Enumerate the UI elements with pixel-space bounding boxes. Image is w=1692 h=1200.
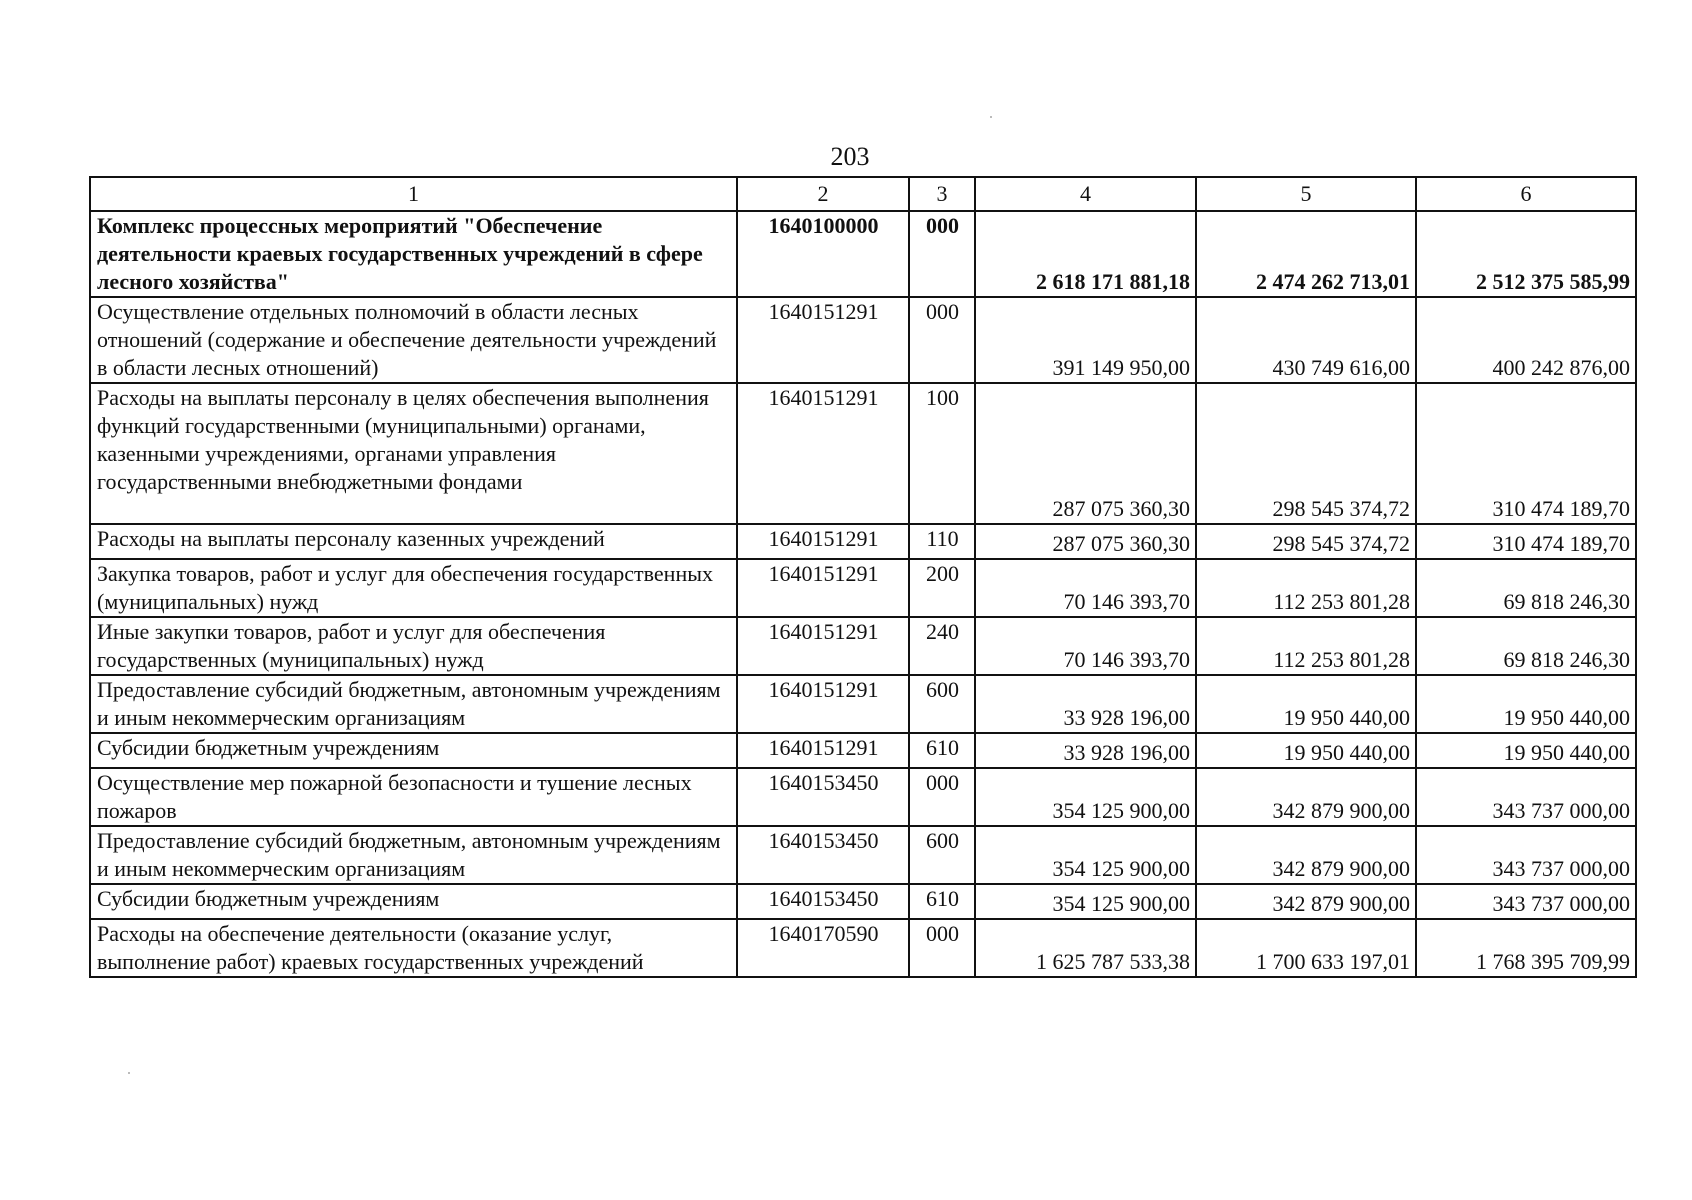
table-row	[90, 211, 1636, 297]
column-header: 3	[909, 177, 975, 211]
scan-speck	[128, 1072, 130, 1074]
row-type-cell: 240	[909, 617, 975, 675]
column-header: 5	[1196, 177, 1416, 211]
row-value-5-cell: 2 474 262 713,01	[1196, 211, 1416, 297]
row-value-6-cell: 69 818 246,30	[1416, 617, 1636, 675]
row-type-cell: 000	[909, 297, 975, 383]
scan-speck	[990, 116, 992, 118]
row-value-5-cell: 298 545 374,72	[1196, 524, 1416, 559]
row-value-6-cell: 343 737 000,00	[1416, 826, 1636, 884]
row-type-cell: 000	[909, 919, 975, 977]
row-code-cell: 1640151291	[737, 733, 909, 768]
row-name-cell: Иные закупки товаров, работ и услуг для обеспечения государственных (муниципальных) нужд	[90, 617, 737, 675]
row-code-cell: 1640153450	[737, 826, 909, 884]
row-type-cell: 000	[909, 211, 975, 297]
row-value-4-cell: 70 146 393,70	[975, 617, 1196, 675]
row-code-cell: 1640151291	[737, 617, 909, 675]
row-type-cell: 600	[909, 675, 975, 733]
row-value-4-cell: 287 075 360,30	[975, 524, 1196, 559]
table-row	[90, 383, 1636, 524]
row-code-cell: 1640151291	[737, 524, 909, 559]
table-row	[90, 297, 1636, 383]
table-row	[90, 826, 1636, 884]
column-header: 2	[737, 177, 909, 211]
row-value-5-cell: 112 253 801,28	[1196, 617, 1416, 675]
row-type-cell: 200	[909, 559, 975, 617]
row-type-cell: 610	[909, 733, 975, 768]
row-value-5-cell: 1 700 633 197,01	[1196, 919, 1416, 977]
column-header: 4	[975, 177, 1196, 211]
row-value-6-cell: 343 737 000,00	[1416, 884, 1636, 919]
row-value-5-cell: 112 253 801,28	[1196, 559, 1416, 617]
row-name-cell: Предоставление субсидий бюджетным, автономным учреждениям и иным некоммерческим организациям	[90, 675, 737, 733]
row-value-6-cell: 310 474 189,70	[1416, 383, 1636, 524]
row-value-6-cell: 69 818 246,30	[1416, 559, 1636, 617]
row-value-6-cell: 400 242 876,00	[1416, 297, 1636, 383]
table-row	[90, 524, 1636, 559]
table-row	[90, 559, 1636, 617]
row-value-4-cell: 33 928 196,00	[975, 675, 1196, 733]
column-header-row	[90, 177, 1636, 211]
row-name-cell: Расходы на обеспечение деятельности (оказание услуг, выполнение работ) краевых государственных учреждений	[90, 919, 737, 977]
row-value-4-cell: 33 928 196,00	[975, 733, 1196, 768]
row-name-cell: Предоставление субсидий бюджетным, автономным учреждениям и иным некоммерческим организациям	[90, 826, 737, 884]
row-code-cell: 1640151291	[737, 559, 909, 617]
row-value-4-cell: 1 625 787 533,38	[975, 919, 1196, 977]
row-name-cell: Осуществление мер пожарной безопасности и тушение лесных пожаров	[90, 768, 737, 826]
row-name-cell: Субсидии бюджетным учреждениям	[90, 733, 737, 768]
row-value-6-cell: 1 768 395 709,99	[1416, 919, 1636, 977]
row-type-cell: 610	[909, 884, 975, 919]
row-code-cell: 1640100000	[737, 211, 909, 297]
table-row	[90, 768, 1636, 826]
row-type-cell: 000	[909, 768, 975, 826]
page-number: 203	[830, 142, 870, 171]
row-value-4-cell: 354 125 900,00	[975, 826, 1196, 884]
row-type-cell: 600	[909, 826, 975, 884]
row-value-5-cell: 342 879 900,00	[1196, 826, 1416, 884]
row-type-cell: 100	[909, 383, 975, 524]
table-row	[90, 733, 1636, 768]
row-value-5-cell: 342 879 900,00	[1196, 884, 1416, 919]
budget-table	[89, 176, 1637, 978]
row-value-5-cell: 19 950 440,00	[1196, 733, 1416, 768]
row-value-6-cell: 343 737 000,00	[1416, 768, 1636, 826]
column-header: 1	[90, 177, 737, 211]
row-value-4-cell: 2 618 171 881,18	[975, 211, 1196, 297]
row-type-cell: 110	[909, 524, 975, 559]
table-row	[90, 919, 1636, 977]
table-row	[90, 675, 1636, 733]
row-name-cell: Осуществление отдельных полномочий в области лесных отношений (содержание и обеспечение деятельности учреждений в области лесных отношений)	[90, 297, 737, 383]
row-name-cell: Комплекс процессных мероприятий "Обеспечение деятельности краевых государственных учреждений в сфере лесного хозяйства"	[90, 211, 737, 297]
row-value-6-cell: 19 950 440,00	[1416, 675, 1636, 733]
row-code-cell: 1640153450	[737, 884, 909, 919]
row-name-cell: Субсидии бюджетным учреждениям	[90, 884, 737, 919]
row-value-6-cell: 19 950 440,00	[1416, 733, 1636, 768]
row-code-cell: 1640151291	[737, 297, 909, 383]
row-name-cell: Расходы на выплаты персоналу в целях обеспечения выполнения функций государственными (муниципальными) органами, казенными учреждениями, органами управления государственными внебюджетными фондами	[90, 383, 737, 524]
row-code-cell: 1640151291	[737, 675, 909, 733]
row-code-cell: 1640153450	[737, 768, 909, 826]
row-value-6-cell: 310 474 189,70	[1416, 524, 1636, 559]
table-body	[90, 177, 1636, 977]
row-value-5-cell: 342 879 900,00	[1196, 768, 1416, 826]
row-code-cell: 1640151291	[737, 383, 909, 524]
column-header: 6	[1416, 177, 1636, 211]
row-value-5-cell: 298 545 374,72	[1196, 383, 1416, 524]
row-value-6-cell: 2 512 375 585,99	[1416, 211, 1636, 297]
row-value-5-cell: 19 950 440,00	[1196, 675, 1416, 733]
row-value-4-cell: 354 125 900,00	[975, 768, 1196, 826]
row-value-4-cell: 287 075 360,30	[975, 383, 1196, 524]
row-code-cell: 1640170590	[737, 919, 909, 977]
row-value-4-cell: 70 146 393,70	[975, 559, 1196, 617]
table-row	[90, 884, 1636, 919]
row-value-5-cell: 430 749 616,00	[1196, 297, 1416, 383]
row-value-4-cell: 354 125 900,00	[975, 884, 1196, 919]
row-value-4-cell: 391 149 950,00	[975, 297, 1196, 383]
table-row	[90, 617, 1636, 675]
row-name-cell: Расходы на выплаты персоналу казенных учреждений	[90, 524, 737, 559]
row-name-cell: Закупка товаров, работ и услуг для обеспечения государственных (муниципальных) нужд	[90, 559, 737, 617]
